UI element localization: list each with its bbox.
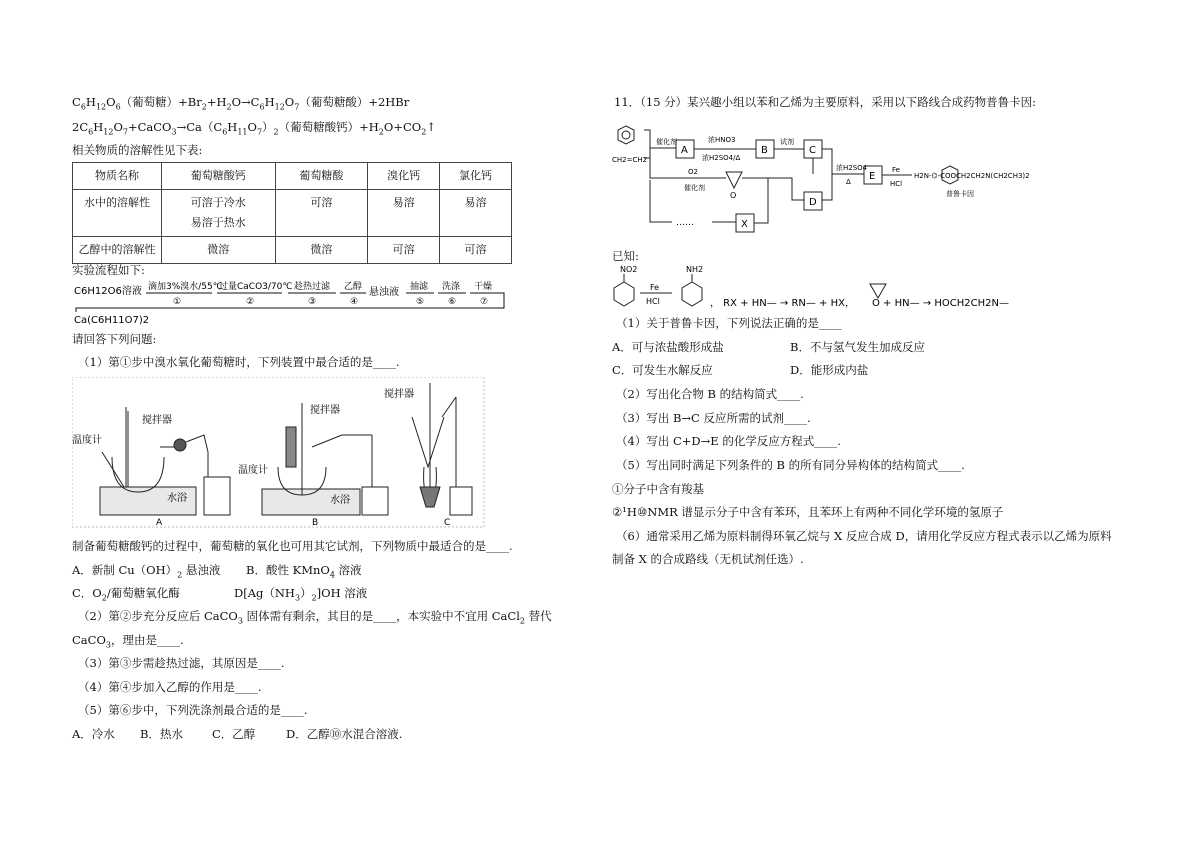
apparatus-b	[262, 403, 388, 515]
flow-start: C6H12O6溶液	[74, 286, 142, 297]
option: B．热水	[140, 727, 183, 741]
table-cell: 微溶	[275, 237, 368, 264]
flow-step-label: 滴加3%溴水/55℃	[148, 282, 223, 292]
flow-step-label: 洗涤	[442, 282, 461, 292]
table-cell: 可溶于冷水 易溶于热水	[162, 190, 276, 237]
flow-step-label: 悬浊液	[369, 287, 399, 298]
scheme-reagent: 试剂	[780, 138, 794, 146]
answer-intro: 请回答下列问题:	[72, 332, 157, 346]
flow-step-label: 趁热过滤	[294, 282, 331, 292]
option: A．冷水	[72, 727, 115, 741]
r-question-2: （2）写出化合物 B 的结构简式____.	[616, 387, 804, 401]
scheme-reagent: 浓HNO3	[708, 136, 736, 144]
scheme-reagent: 浓H2SO4	[836, 164, 868, 172]
known-rx-reaction: ， RX + HN— → RN— + HX，	[710, 298, 855, 309]
r-question-1: （1）关于普鲁卡因，下列说法正确的是____	[616, 316, 842, 330]
amino-group: NH2	[686, 265, 704, 274]
scheme-o2: O2	[688, 168, 698, 176]
table-cell: 可溶	[440, 237, 512, 264]
flow-diagram	[72, 278, 512, 328]
known-fe: Fe	[650, 283, 660, 292]
apparatus-label-a: A	[156, 518, 163, 528]
r-question-4: （4）写出 C+D→E 的化学反应方程式____.	[616, 434, 841, 448]
condition-1: ①分子中含有羧基	[612, 482, 704, 496]
flow-step-num: ④	[350, 297, 359, 307]
scheme-fe: Fe	[892, 166, 900, 174]
known-epoxide-reaction: O + HN— → HOCH2CH2N—	[872, 298, 1009, 309]
r-question-3: （3）写出 B→C 反应所需的试剂____.	[616, 411, 811, 425]
scheme-hcl: HCl	[890, 180, 903, 188]
question-3: （3）第③步需趁热过滤，其原因是____.	[78, 656, 285, 670]
stirrer-label: 搅拌器	[142, 415, 172, 426]
scheme-epoxide-o: O	[730, 191, 737, 200]
option: D．乙醇⑩水混合溶液.	[286, 727, 403, 741]
question-11: 11．（15 分）某兴趣小组以苯和乙烯为主要原料，采用以下路线合成药物普鲁卡因:	[614, 95, 1037, 109]
thermometer-label: 温度计	[238, 465, 268, 476]
apparatus-label-c: C	[444, 518, 451, 528]
table-header: 氯化钙	[440, 163, 512, 190]
equation-2: $2C_6H_{12}O_7+CaCO_3\to Ca(C_6H_{11}O_7)_2$（葡萄糖酸钙）$+H_2O+CO_2↑$	[72, 120, 436, 137]
synthesis-scheme	[612, 118, 1128, 242]
stirrer-label: 搅拌器	[384, 389, 414, 400]
r-question-5: （5）写出同时满足下列条件的 B 的所有同分异构体的结构简式____.	[616, 458, 965, 472]
option: A．可与浓盐酸形成盐	[612, 340, 724, 354]
question-4: （4）第④步加入乙醇的作用是____.	[78, 680, 262, 694]
water-bath-label: 水浴	[330, 495, 350, 506]
flow-step-num: ②	[246, 297, 255, 307]
scheme-a: A	[681, 145, 688, 156]
known-hcl: HCl	[646, 297, 660, 306]
flow-step-num: ③	[308, 297, 317, 307]
scheme-dots: ……	[676, 218, 694, 228]
scheme-x: X	[741, 219, 748, 230]
r-question-6b: 制备 X 的合成路线（无机试剂任选）.	[612, 552, 804, 566]
scheme-product-name: 普鲁卡因	[946, 190, 974, 198]
r-question-6a: （6）通常采用乙烯为原料制得环氧乙烷与 X 反应合成 D，请用化学反应方程式表示以乙烯为原料	[616, 529, 1112, 543]
water-bath-label: 水浴	[167, 493, 187, 504]
flow-step-num: ①	[173, 297, 182, 307]
scheme-catalyst: 催化剂	[684, 184, 705, 192]
table-cell: 微溶	[162, 237, 276, 264]
scheme-b: B	[761, 145, 768, 156]
apparatus-label-b: B	[312, 518, 319, 528]
option: C．乙醇	[212, 727, 256, 741]
flow-intro: 实验流程如下:	[72, 263, 145, 277]
equation-1: $C_6H_{12}O_6$（葡萄糖）$+Br_2+H_2O\to C_6H_{12}O_7$（葡萄糖酸）+2HBr	[72, 95, 410, 112]
table-header: 葡萄糖酸钙	[162, 163, 276, 190]
thermometer-label: 温度计	[72, 435, 102, 446]
option: C．可发生水解反应	[612, 363, 713, 377]
scheme-ethylene: CH2=CH2	[612, 156, 648, 164]
table-cell: 可溶	[275, 190, 368, 237]
flow-step-num: ⑥	[448, 297, 457, 307]
scheme-e: E	[869, 171, 876, 182]
known-reactions	[606, 262, 1136, 312]
option: B．不与氢气发生加成反应	[790, 340, 925, 354]
option: C．$O_2/$葡萄糖氧化酶	[72, 586, 180, 603]
question-2b: CaCO$_3$，理由是____.	[72, 633, 184, 650]
stirrer-label: 搅拌器	[310, 405, 340, 416]
flow-step-num: ⑤	[416, 297, 425, 307]
scheme-catalyst: 催化剂	[656, 138, 677, 146]
question-2a: （2）第②步充分反应后 CaCO$_3$ 固体需有剩余，其目的是____，本实验中不宜用 CaCl$_2$ 替代	[78, 609, 552, 626]
known-label: 已知:	[612, 249, 639, 263]
nitro-group: NO2	[620, 265, 638, 274]
table-cell: 水中的溶解性	[73, 190, 162, 237]
table-header: 溴化钙	[368, 163, 440, 190]
flow-step-label: 乙醇	[344, 282, 363, 292]
table-intro: 相关物质的溶解性见下表:	[72, 143, 203, 157]
question-5: （5）第⑥步中，下列洗涤剂最合适的是____.	[78, 703, 308, 717]
scheme-c: C	[809, 145, 816, 156]
flow-product: Ca(C6H11O7)2	[74, 315, 150, 326]
option: $D[Ag(NH_3)_2]OH$ 溶液	[234, 586, 368, 603]
question-1b: 制备葡萄糖酸钙的过程中，葡萄糖的氧化也可用其它试剂，下列物质中最适合的是____.	[72, 539, 513, 553]
table-cell: 易溶	[440, 190, 512, 237]
scheme-reagent: Δ	[846, 178, 851, 186]
table-cell: 乙醇中的溶解性	[73, 237, 162, 264]
option: A．新制 $Cu(OH)_2$ 悬浊液	[72, 563, 221, 580]
flow-step-label: 干燥	[474, 282, 493, 292]
condition-2: ②¹H⑩NMR 谱显示分子中含有苯环，且苯环上有两种不同化学环境的氢原子	[612, 505, 1004, 519]
table-cell: 易溶	[368, 190, 440, 237]
flow-step-label: 抽滤	[410, 282, 429, 292]
solubility-table	[72, 162, 512, 264]
flow-step-num: ⑦	[480, 297, 489, 307]
table-header: 物质名称	[73, 163, 162, 190]
flow-step-label: 过量CaCO3/70℃	[219, 282, 293, 292]
scheme-reagent: 浓H2SO4/Δ	[702, 154, 741, 162]
table-header: 葡萄糖酸	[275, 163, 368, 190]
table-cell: 可溶	[368, 237, 440, 264]
scheme-d: D	[809, 197, 817, 208]
question-1: （1）第①步中溴水氧化葡萄糖时，下列装置中最合适的是____.	[78, 355, 400, 369]
option: B．酸性 KMnO$_4$ 溶液	[246, 563, 362, 580]
scheme-product: H2N-⌬-COOCH2CH2N(CH2CH3)2	[914, 172, 1030, 180]
option: D．能形成内盐	[790, 363, 869, 377]
apparatus-figure	[72, 377, 487, 529]
apparatus-c	[412, 383, 472, 515]
